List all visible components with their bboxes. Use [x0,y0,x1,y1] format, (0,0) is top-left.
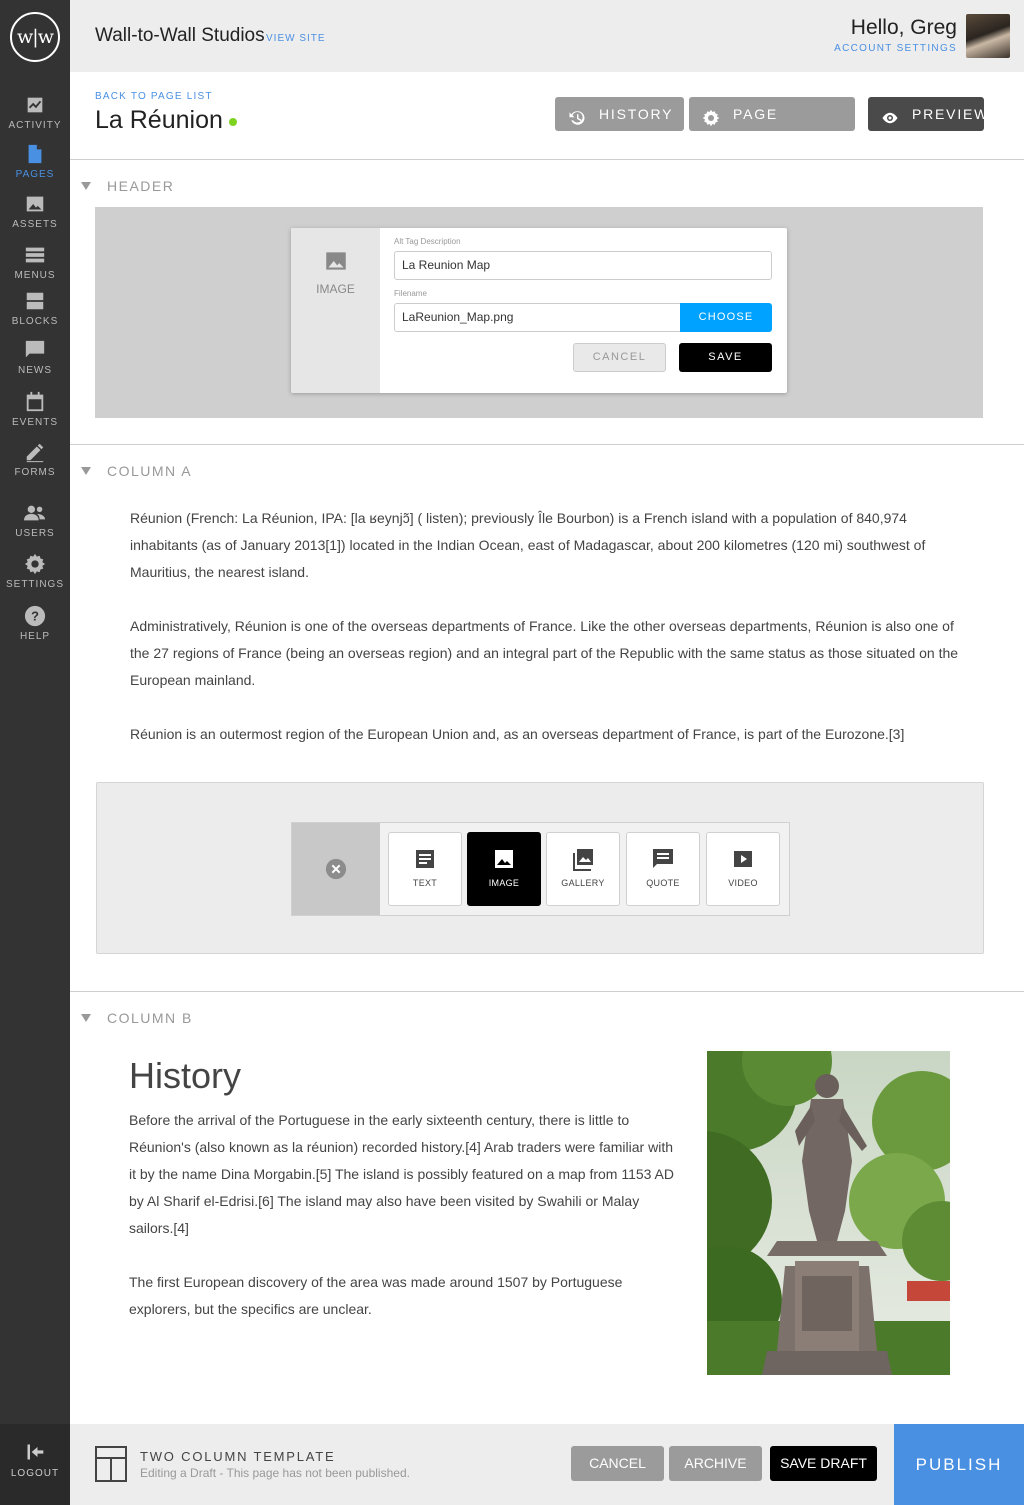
sidebar-item-users[interactable] [0,502,70,539]
history-icon [568,105,586,123]
preview-button[interactable] [868,97,990,131]
help-icon [24,605,46,627]
logo[interactable]: w|w [10,12,60,62]
svg-text:?: ? [31,608,39,624]
column-a-paragraph[interactable]: Réunion (French: La Réunion, IPA: [la ʁeynjɔ̃] ( listen); previously Île Bourbon) is a French island with a population of 840,974 inhabitants (as of January 2013[1]) located in the Indian Ocean, east of Madagascar, about 200 kilometres (120 mi) southwest of Mauritius, the nearest island. [130,510,926,580]
image-icon [24,193,46,215]
image-editor-card [291,228,787,393]
statue-photo[interactable] [707,1051,950,1375]
choose-file-button[interactable]: CHOOSE [680,303,772,332]
image-icon [492,847,516,871]
history-heading[interactable]: History [129,1055,242,1096]
sidebar-item-label: EVENTS [11,417,58,428]
draft-status: Editing a Draft - This page has not been published. [140,1466,410,1480]
block-option-gallery[interactable] [546,832,620,906]
activity-icon [24,94,46,116]
header-section-toggle[interactable] [81,178,174,194]
back-to-page-list-link[interactable]: BACK TO PAGE LIST [95,91,213,102]
sidebar-item-activity[interactable] [0,94,70,131]
quote-icon [651,847,675,871]
sidebar-item-label: USERS [15,528,55,539]
column-b-paragraph[interactable]: Before the arrival of the Portuguese in the early sixteenth century, there is little to Réunion's (also known as la réunion) recorded history.[4] Arab traders were familiar with it by the name Dina Morgabin.[5] The island is possibly featured on a map from 1153 AD by Al Sharif el-Edrisi.[6] The island may also have been visited by Swahili or Malay sailors.[4] [129,1112,675,1236]
image-icon [323,248,349,274]
view-site-link[interactable]: VIEW SITE [266,33,326,44]
sidebar-item-forms[interactable] [0,441,70,478]
site-name: Wall-to-Wall Studios [95,25,265,46]
page-settings-label: PAGE SETTINGS [733,106,818,156]
sidebar-item-label: FORMS [14,467,56,478]
divider [70,444,1024,445]
sidebar-item-pages[interactable] [0,143,70,180]
logout-button[interactable] [0,1424,70,1505]
page-settings-button[interactable] [689,97,855,156]
block-option-label: TEXT [412,878,438,888]
sidebar-item-label: SETTINGS [5,579,64,590]
text-block-icon [413,847,437,871]
history-label: HISTORY [599,106,674,122]
preview-label: PREVIEW [912,106,990,122]
users-icon [24,502,46,524]
archive-button[interactable]: ARCHIVE [669,1446,762,1481]
divider [70,991,1024,992]
block-option-quote[interactable] [626,832,700,906]
close-icon [325,858,347,880]
sidebar-item-label: PAGES [15,169,55,180]
gear-icon [702,105,720,123]
sidebar-item-events[interactable] [0,391,70,428]
sidebar-item-label: NEWS [18,365,52,376]
divider [70,159,1024,160]
image-type-label: IMAGE [316,282,355,296]
block-option-label: QUOTE [646,878,680,888]
alt-tag-input[interactable]: La Reunion Map [394,251,772,280]
eye-icon [881,105,899,123]
two-column-template-icon [95,1446,127,1482]
section-title: HEADER [107,178,175,194]
collapse-arrow-icon [81,467,91,475]
greeting: Hello, Greg [850,16,957,39]
collapse-arrow-icon [81,1014,91,1022]
sidebar [0,0,70,1505]
page-title: La Réunion [95,106,223,134]
image-type-panel [291,228,380,393]
blocks-icon [24,290,46,312]
account-settings-link[interactable]: ACCOUNT SETTINGS [834,43,957,54]
collapse-arrow-icon [81,182,91,190]
block-option-label: IMAGE [488,878,520,888]
block-option-label: GALLERY [561,878,605,888]
column-b-section-toggle[interactable] [81,1010,193,1026]
sidebar-item-menus[interactable] [0,244,70,281]
sidebar-item-label: HELP [19,631,51,642]
header-block [95,207,983,418]
video-icon [731,847,755,871]
column-b-paragraph[interactable]: The first European discovery of the area was made around 1507 by Portuguese explorers, but the specifics are unclear. [129,1274,623,1317]
page-icon [24,143,46,165]
sidebar-item-label: BLOCKS [11,316,59,327]
section-title: COLUMN B [107,1010,193,1026]
logout-icon [25,1442,45,1462]
filename-label: Filename [394,289,427,298]
calendar-icon [24,391,46,413]
close-picker-button[interactable] [292,823,380,915]
block-picker-area [96,782,984,954]
history-button[interactable] [555,97,684,131]
section-title: COLUMN A [107,463,193,479]
column-a-paragraph[interactable]: Administratively, Réunion is one of the overseas departments of France. Like the other overseas departments, Réunion is also one of the 27 regions of France (being an overseas region) and an integral part of the Republic with the same status as those situated on the European mainland. [130,618,959,688]
column-a-section-toggle[interactable] [81,463,192,479]
chat-icon [24,339,46,361]
block-option-label: VIDEO [728,878,758,888]
menu-list-icon [24,244,46,266]
avatar[interactable] [966,14,1010,58]
block-option-text[interactable] [388,832,462,906]
sidebar-item-label: ACTIVITY [8,120,62,131]
footer-bar [70,1424,1024,1505]
sidebar-item-label: ASSETS [12,219,58,230]
gallery-icon [571,847,595,871]
block-option-image[interactable] [467,832,541,906]
logout-label: LOGOUT [10,1468,60,1479]
block-option-video[interactable] [706,832,780,906]
sidebar-item-label: MENUS [14,270,56,281]
block-type-picker [291,822,790,916]
filename-input[interactable]: LaReunion_Map.png [394,303,681,332]
cancel-button[interactable]: CANCEL [571,1446,664,1481]
alt-tag-label: Alt Tag Description [394,237,461,246]
gear-icon [24,553,46,575]
top-bar [70,0,1024,72]
sidebar-item-assets[interactable] [0,193,70,230]
status-dot [229,118,237,126]
image-cancel-button[interactable]: CANCEL [573,343,666,372]
image-save-button[interactable]: SAVE [679,343,772,372]
sidebar-item-help[interactable] [0,605,70,642]
pencil-icon [24,441,46,463]
publish-button[interactable]: PUBLISH [894,1424,1024,1505]
save-draft-button[interactable]: SAVE DRAFT [770,1446,877,1481]
sidebar-item-news[interactable] [0,339,70,376]
sidebar-item-blocks[interactable] [0,290,70,327]
template-name: TWO COLUMN TEMPLATE [140,1449,336,1464]
sidebar-item-settings[interactable] [0,553,70,590]
column-a-paragraph[interactable]: Réunion is an outermost region of the European Union and, as an overseas department of France, is part of the Eurozone.[3] [130,726,905,742]
